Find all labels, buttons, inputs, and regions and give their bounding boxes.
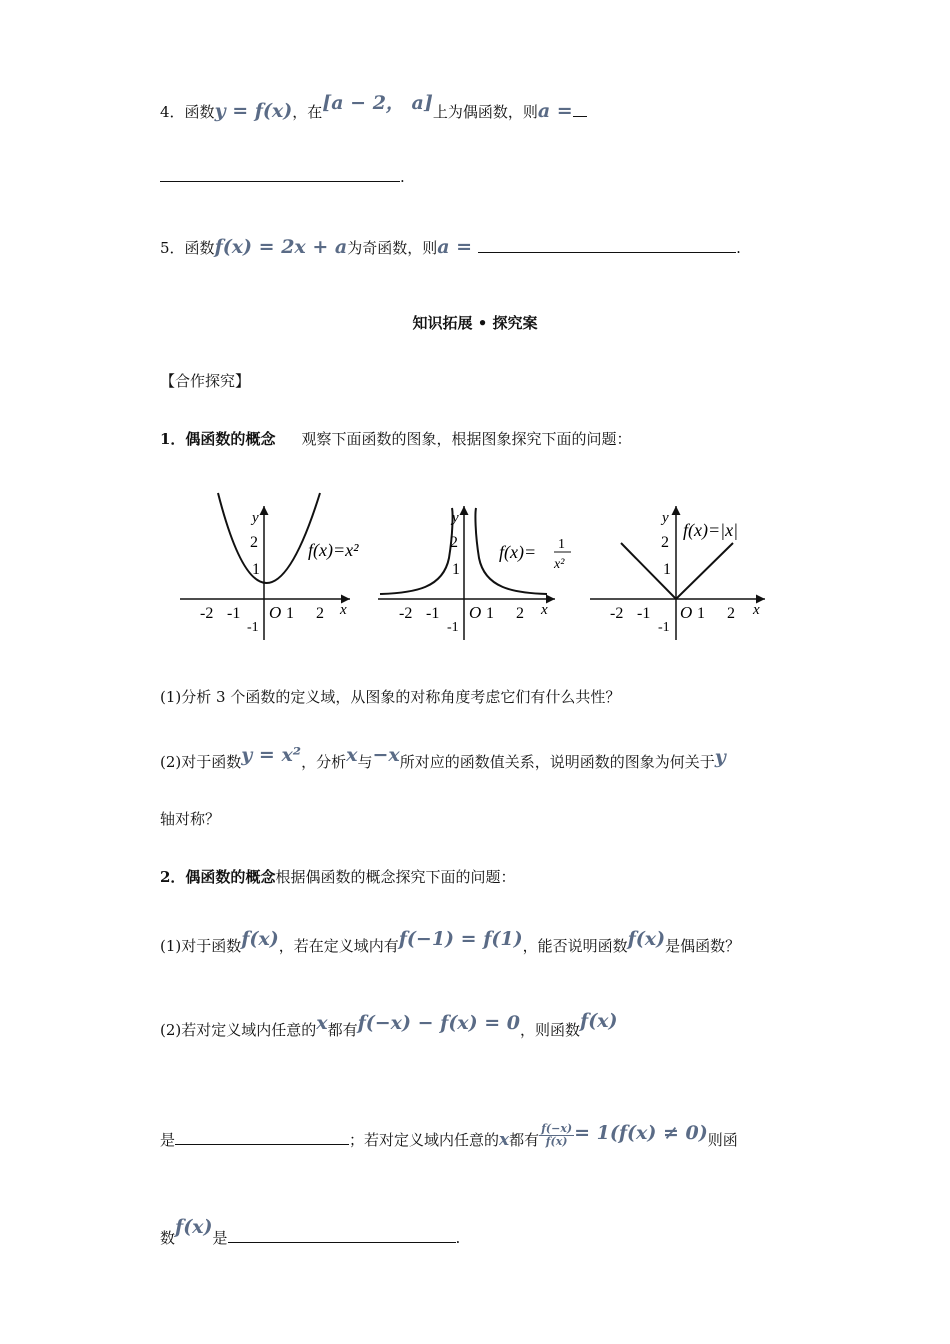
question-2-part-2-text-6: 都有 xyxy=(509,1131,540,1149)
problem-5-text-1: 函数 xyxy=(184,239,215,257)
question-2-part-2-math-fx: f(x) xyxy=(580,1010,618,1032)
graph-3-tick-1-x: 1 xyxy=(697,605,705,622)
graph-1-tick-m1: -1 xyxy=(227,605,241,622)
graph-1-tick-2-x: 2 xyxy=(316,605,324,622)
question-2-part-2-line-3 xyxy=(160,1216,461,1249)
graph-1-x-label: x xyxy=(340,602,347,618)
question-2-part-1-text-4: 是偶函数？ xyxy=(665,937,741,955)
question-1-part-2-text-1: (2)对于函数 xyxy=(160,753,242,771)
question-1-part-2 xyxy=(160,744,726,773)
section-title: 知识拓展 • 探究案 xyxy=(412,314,538,332)
problem-4-math-function: y = f(x) xyxy=(214,100,293,122)
problem-5-math-a: a = xyxy=(437,236,473,258)
graph-2-tick-2-x: 2 xyxy=(516,605,524,622)
graph-3-tick-m1-y: -1 xyxy=(658,620,670,635)
problem-4-period: . xyxy=(400,168,405,186)
question-2-part-1-math-equation: f(−1) = f(1) xyxy=(398,928,523,950)
graph-3-y-label: y xyxy=(662,510,669,526)
problem-5-text-2: 为奇函数，则 xyxy=(347,239,438,257)
graph-3-x-label: x xyxy=(753,602,760,618)
graph-absolute-value xyxy=(590,506,765,640)
question-2-part-2-text-10: . xyxy=(455,1229,461,1247)
problem-5-math-function: f(x) = 2x + a xyxy=(214,236,348,258)
cooperate-heading: 【合作探究】 xyxy=(160,372,251,390)
graph-3-tick-m1: -1 xyxy=(637,605,651,622)
graph-2-origin: O xyxy=(469,603,482,622)
question-2-part-2-text-3: ，则函数 xyxy=(520,1021,581,1039)
graph-2-fraction-numerator: 1 xyxy=(558,537,565,552)
question-1-part-2-math-neg-x: −x xyxy=(372,744,400,766)
question-1-part-2-math-y: y xyxy=(714,746,726,768)
question-2-part-2-text-8: 数 xyxy=(160,1229,176,1247)
graph-2-tick-m1-y: -1 xyxy=(447,620,459,635)
problem-4 xyxy=(160,92,587,123)
graph-1-origin: O xyxy=(269,603,282,622)
question-2-part-2-math-condition: = 1(f(x) ≠ 0) xyxy=(574,1122,708,1144)
question-1-part-2-text-4: 所对应的函数值关系，说明函数的图象为何关于 xyxy=(399,753,715,771)
question-2-part-1-text-2: ，若在定义域内有 xyxy=(278,937,399,955)
graph-x-squared xyxy=(180,493,359,640)
question-2-part-2-math-equation: f(−x) − f(x) = 0 xyxy=(357,1012,520,1034)
question-1 xyxy=(160,428,631,450)
graph-2-fraction-denominator: x² xyxy=(554,557,565,572)
problem-4-number: 4． xyxy=(160,103,185,121)
question-2-part-2-math-x: x xyxy=(316,1012,328,1034)
graph-2-tick-1-x: 1 xyxy=(486,605,494,622)
graph-3-tick-m2: -2 xyxy=(610,605,624,622)
graph-2-tick-m2: -2 xyxy=(399,605,413,622)
question-1-heading: 1．偶函数的概念 xyxy=(160,430,276,448)
question-2-part-2-text-1: (2)若对定义域内任意的 xyxy=(160,1021,317,1039)
question-2-part-2-line-2 xyxy=(160,1121,738,1154)
question-2 xyxy=(160,866,515,888)
graph-1-tick-m2: -2 xyxy=(200,605,214,622)
question-2-part-2-text-7: 则函 xyxy=(707,1131,738,1149)
question-2-part-1-text-3: ，能否说明函数 xyxy=(522,937,628,955)
graph-1-function-label: f(x)=x² xyxy=(308,540,359,560)
graph-1-tick-1-x: 1 xyxy=(286,605,294,622)
question-2-part-1 xyxy=(160,928,741,957)
graph-reciprocal-square xyxy=(378,506,571,640)
question-2-part-2-fraction-denominator: f(x) xyxy=(545,1134,568,1148)
graph-2-curve-left xyxy=(380,508,453,594)
graph-1-curve xyxy=(218,493,320,583)
problem-4-text-2: ，在 xyxy=(292,103,323,121)
problem-4-math-interval: [a − 2， a] xyxy=(322,92,433,114)
question-2-part-2-math-fx-2: f(x) xyxy=(175,1216,213,1238)
graph-3-tick-2: 2 xyxy=(661,534,669,551)
question-2-part-2-blank-2[interactable] xyxy=(228,1228,456,1243)
question-2-part-2-text-4: 是 xyxy=(160,1131,176,1149)
question-2-part-2-text-5: ；若对定义域内任意的 xyxy=(349,1131,500,1149)
question-1-part-1: (1)分析 3 个函数的定义域，从图象的对称角度考虑它们有什么共性？ xyxy=(160,688,621,706)
problem-4-answer-blank[interactable] xyxy=(160,167,400,182)
question-2-part-2-text-9: 是 xyxy=(212,1229,228,1247)
question-1-part-2-text-2: ，分析 xyxy=(301,753,347,771)
question-1-part-2-math-function: y = x² xyxy=(241,744,302,766)
question-2-part-2-text-2: 都有 xyxy=(327,1021,358,1039)
question-2-part-2-fraction xyxy=(539,1123,574,1148)
problem-5-period: . xyxy=(736,239,741,257)
graph-2-y-label: y xyxy=(452,510,459,526)
graph-1-tick-2: 2 xyxy=(250,534,258,551)
graph-2-tick-2: 2 xyxy=(450,534,458,551)
problem-4-text-1: 函数 xyxy=(184,103,215,121)
graph-3-tick-1: 1 xyxy=(663,561,671,578)
graph-2-function-label: f(x)= xyxy=(499,542,537,562)
question-1-text: 观察下面函数的图象，根据图象探究下面的问题： xyxy=(301,430,632,448)
graph-2-tick-m1: -1 xyxy=(426,605,440,622)
graph-3-tick-2-x: 2 xyxy=(727,605,735,622)
question-1-part-2-text-3: 与 xyxy=(357,753,373,771)
graph-3-function-label: f(x)=|x| xyxy=(683,520,739,540)
problem-4-math-a: a = xyxy=(537,100,573,122)
function-graphs xyxy=(170,488,770,648)
question-2-part-1-math-fx-2: f(x) xyxy=(627,928,666,950)
graph-2-tick-1: 1 xyxy=(452,561,460,578)
graph-1-tick-m1-y: -1 xyxy=(247,620,259,635)
question-2-part-2-math-x-2: x xyxy=(499,1130,510,1150)
question-2-text: 根据偶函数的概念探究下面的问题： xyxy=(275,868,516,886)
graph-3-curve xyxy=(621,543,733,599)
problem-4-text-3: 上为偶函数，则 xyxy=(432,103,538,121)
question-1-part-2-math-x: x xyxy=(346,744,358,766)
graph-1-y-label: y xyxy=(252,510,259,526)
graph-3-origin: O xyxy=(680,603,693,622)
graph-1-tick-1: 1 xyxy=(252,561,260,578)
question-2-heading: 2．偶函数的概念 xyxy=(160,868,276,886)
graph-2-x-label: x xyxy=(541,602,548,618)
problem-4-blank-start[interactable] xyxy=(573,102,587,117)
question-2-part-2-fraction-numerator: f(−x) xyxy=(541,1121,573,1135)
problem-5-answer-blank[interactable] xyxy=(478,238,736,253)
question-2-part-1-math-fx: f(x) xyxy=(241,928,279,950)
question-2-part-2 xyxy=(160,1010,618,1041)
problem-4-continued xyxy=(160,166,405,188)
problem-5 xyxy=(160,236,741,259)
question-2-part-1-text-1: (1)对于函数 xyxy=(160,937,242,955)
question-2-part-2-blank-1[interactable] xyxy=(175,1130,349,1145)
question-1-part-2-continued: 轴对称？ xyxy=(160,810,221,828)
problem-5-number: 5． xyxy=(160,239,185,257)
